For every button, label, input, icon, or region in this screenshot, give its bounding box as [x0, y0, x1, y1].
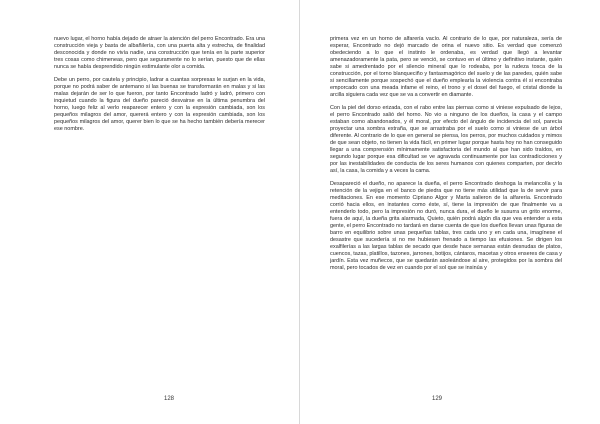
- page-number: 128: [164, 396, 175, 402]
- page-number: 129: [432, 396, 443, 402]
- right-page-text: [330, 36, 562, 380]
- right-page: [300, 0, 600, 424]
- paragraph: Desapareció el dueño, no aparece la dueña, el perro Encontrado deshoga la melancolía y la retención de la vejiga en el banco de piedra que no tiene más utilidad que la de servir para meditaciones. En ese momento Cipriano Algor y Marta salieron de la alfarería. Encontrado corrió hacia ellos, en instantes como éste, sí, tiene la impresión de que finalmente va a entenderlo todo, pero la impresión no duró, nunca dura, el dueño le susurra un grito enorme, fuera de aquí, la dueña grita alarmada, Quieto, quién podrá algún día que vea entender a esta gente, el perro Encontrado no tardará en darse cuenta de que los dueños llevan unas figuras de barro en equilibrio sobre unas pequeñas tablas, tres cada uno y en cada una, imagínese el desastre que sucedería si no me hubiesen frenado a tiempo las efusiones. Se dirigen los exalfilerías a las largas tablas de secado que desde hace semanas están desnudas de platos, cuencos, tazas, platillos, tazones, jarrones, botijos, cántaros, macetas y otros enseres de casa y jardín. Esta vez muñecos, que se quedarán asoleándose al aire, protegidos por la sombra del moral, pero tocados de vez en cuando por el sol que se insinúa y: [330, 181, 562, 271]
- paragraph: nuevo lugar, el horno había dejado de atraer la atención del perro Encontrado. Era una construcción vieja y basta de albañilería, con una puerta alta y estrecha, de finalidad desconocida y donde no vivía nadie, una construcción que tenía en la parte superior tres cosas como chimeneas, pero que seguramente no lo serían, puesto que de ellas nunca se había desprendido ningún estimulante olor a comida.: [54, 36, 265, 70]
- paragraph: Con la piel del dorso erizada, con el rabo entre las piernas como si viniese expulsado de lejos, el perro Encontrado salió del horno. No vio a ninguno de los dueños, la casa y el campo estaban como abandonados, y él moral, por efecto del ángulo de incidencia del sol, parecía proyectar una sombra extraña, que se arrastraba por el suelo como si viniese de un árbol diferente. Al contrario de lo que en general se piensa, los perros, por muchos cuidados y mimos de que sean objeto, no tienen la vida fácil, en primer lugar porque hasta hoy no han conseguido llegar a una comprensión mínimamente satisfactoria del mundo al que han sido traídos, en segundo lugar porque esa dificultad se ve agravada continuamente por las contradicciones y por las inestabilidades de conducta de los seres humanos con quienes comparten, por decirlo así, la casa, la comida y a veces la cama.: [330, 105, 562, 174]
- paragraph: Debe un perro, por cautela y principio, ladrar a cuantas sorpresas le surjan en la vida, porque no podrá saber de antemano si las buenas se transformarán en malas y si las malas dejarán de ser lo que fueron, por tanto Encontrado ladró y ladró, primero con inquietud cuando la figura del dueño pareció desvairse en la última penumbra del horno, luego feliz al verlo reaparecer entero y con la expresión cambiada, son los pequeños milagros del amor, quererá entero y con la expresión cambiada, son los pequeños milagros del amor, querer bien lo que se ha hecho también debería merecer ese nombre.: [54, 77, 265, 132]
- paragraph: primera vez en un horno de alfarería vacío. Al contrario de lo que, por naturaleza, sería de esperar, Encontrado no dejó marcado de orina el nuevo sitio. Es verdad que comenzó obedeciendo a lo que el instinto le ordenaba, es verdad que llegó a levantar amenazadoramente la pata, pero se venció, se contuvo en el último y definitivo instante, quién sabe si amedrentado por el silencio mineral que lo rodeaba, por la rudeza tosca de la construcción, por el torno blanqueciño y fantasmagórico del suelo y de las paredes, quién sabe si sencillamente porque sospechó que el dueño emplearía la violencia contra él si encontraba emporcado con una meada infame el reino, el trono y el dosel del fuego, el cristal dionde la arcilla siguiera cada vez que se va a convertir en diamante.: [330, 36, 562, 98]
- left-page-text: [54, 36, 265, 380]
